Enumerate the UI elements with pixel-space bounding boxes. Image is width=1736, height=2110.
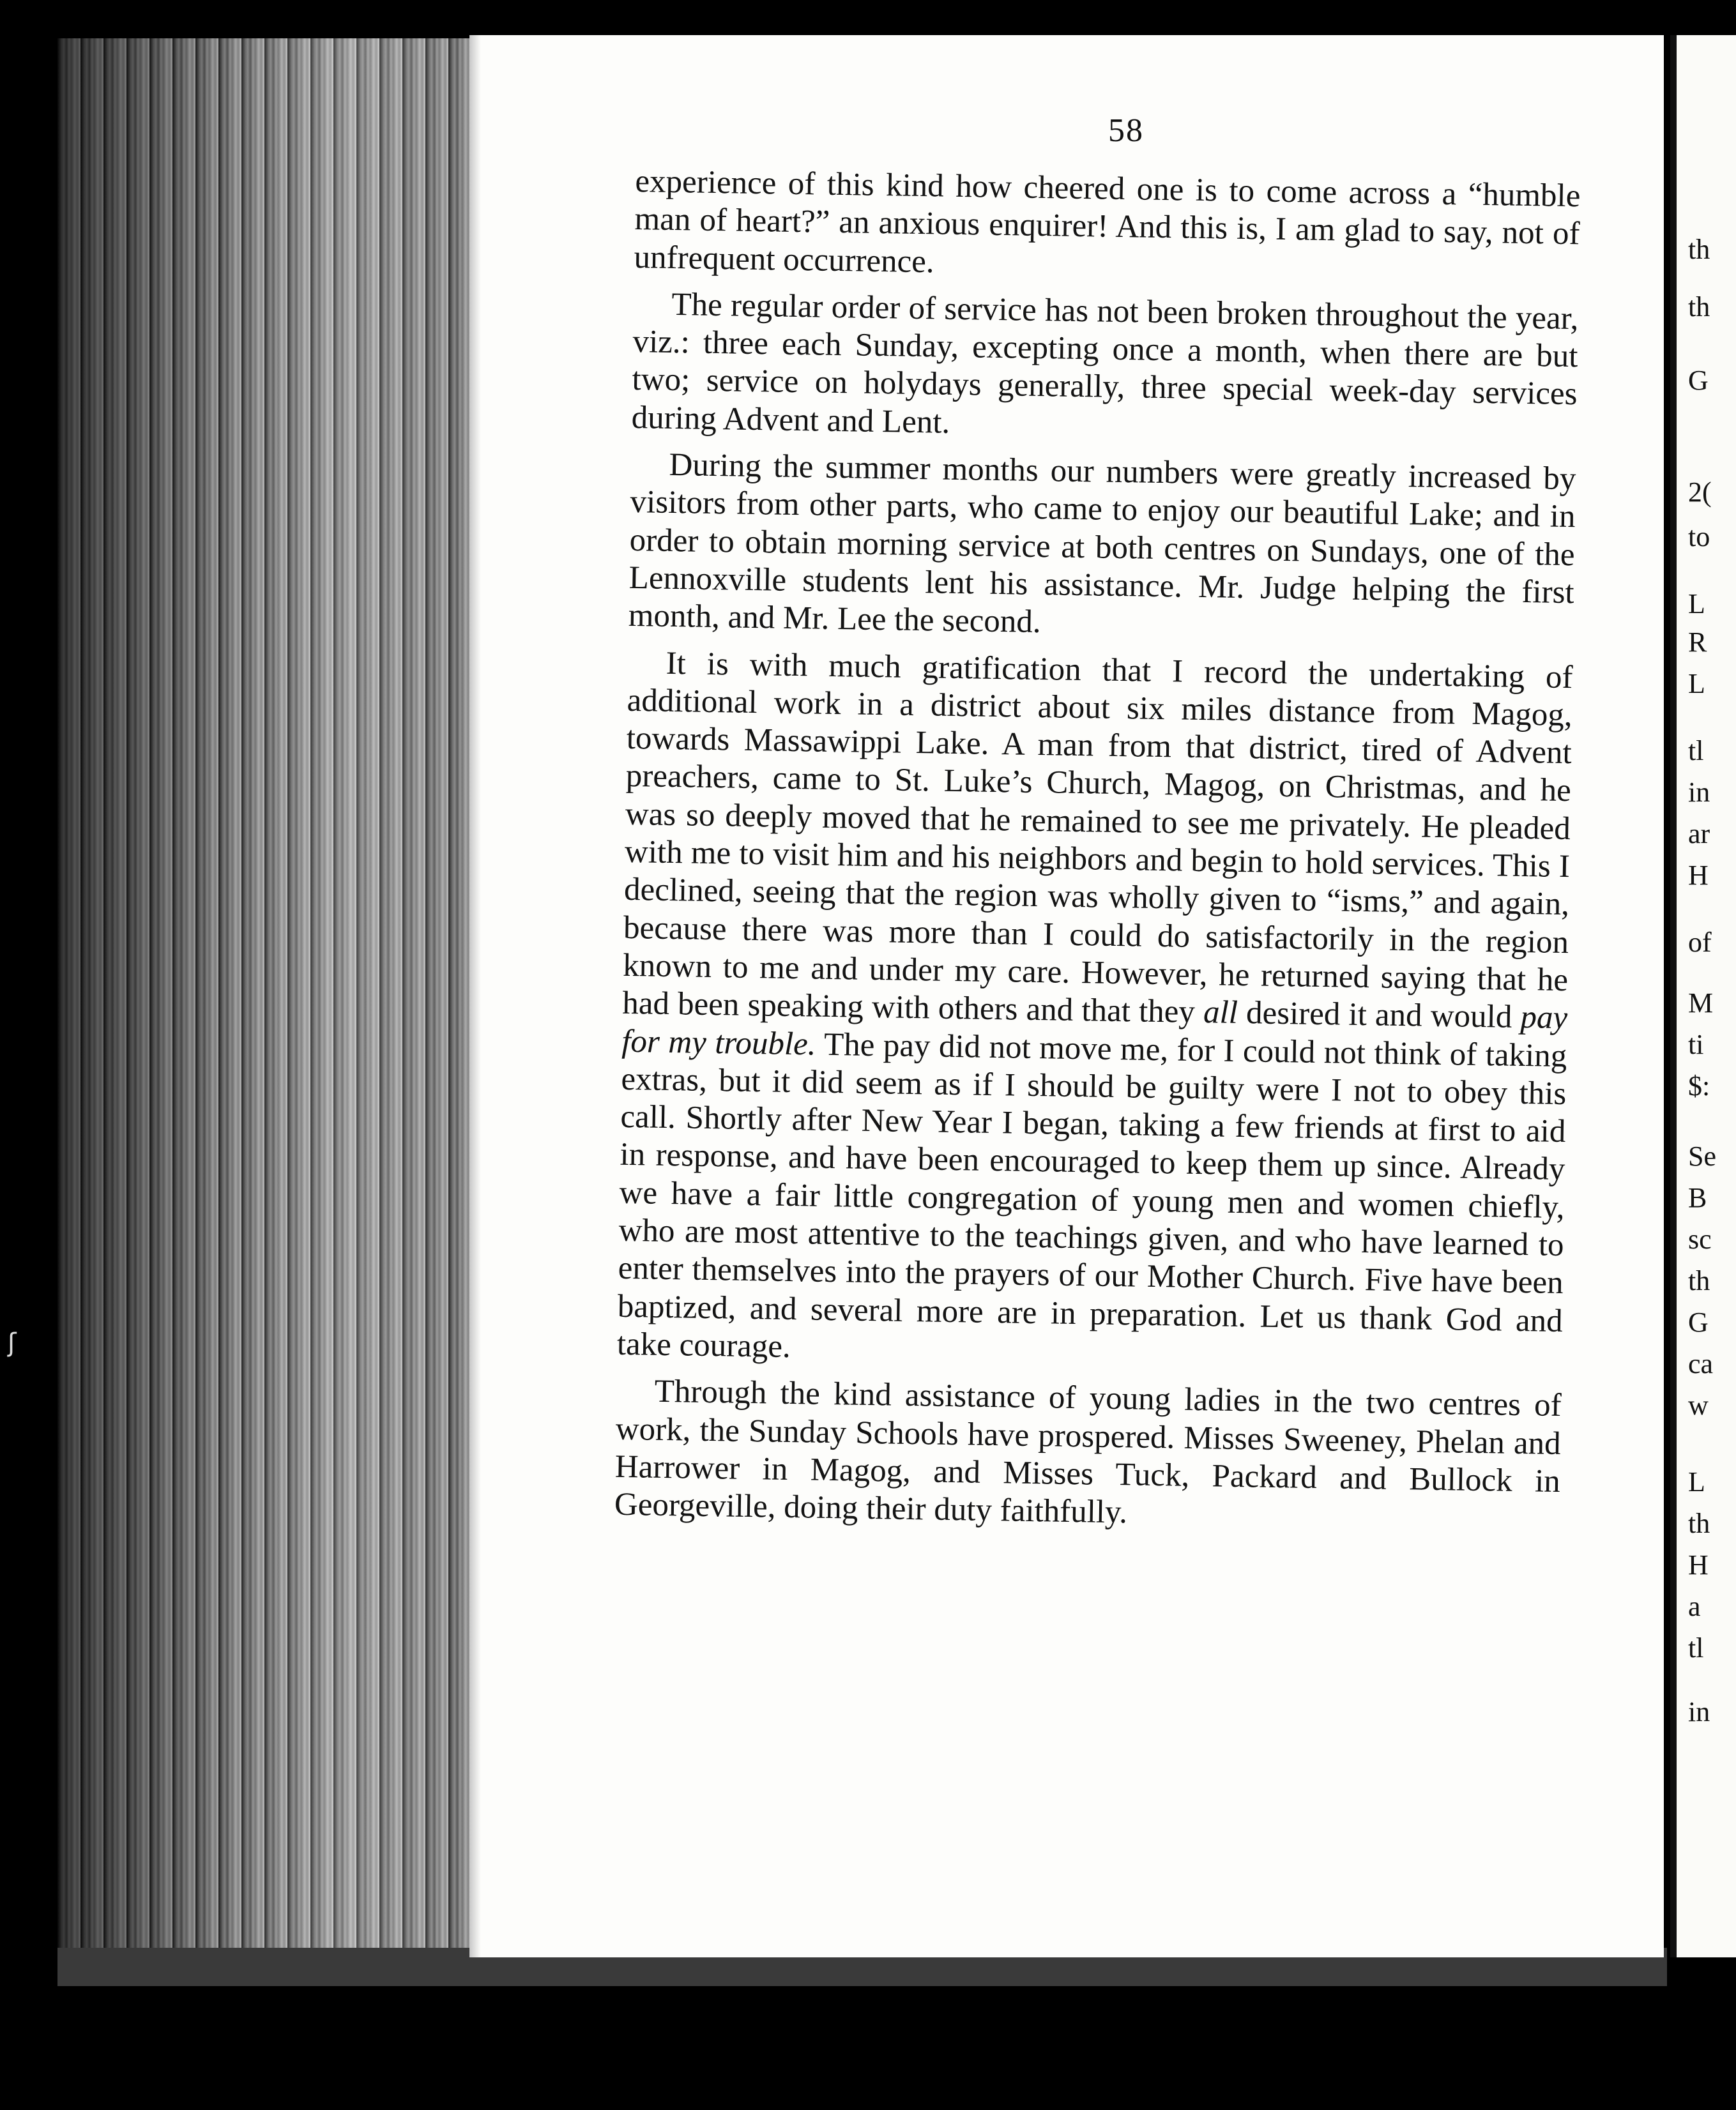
facing-page-fragment: 2(: [1688, 476, 1712, 508]
paragraph-4-text-a: It is with much gratification that I record the undertaking of additional work in a district about six miles distance from Magog, towards Massawippi Lake. A man from that district, tired of Advent preachers, came to St. Luke’s Church, Magog, on Christmas, and he was so deeply moved that he remained to see me privately. He pleaded with me to visit him and his neighbors and begin to hold services. This I declined, seeing that the region was wholly given to “isms,” and again, because there was more than I could do satisfactorily in the region known to me and under my care. However, he returned saying that he had been speaking with others and that they: [621, 645, 1573, 1031]
paragraph-4-text-b: desired it and would: [1237, 995, 1521, 1036]
facing-page-fragment: R: [1688, 626, 1707, 658]
facing-page-fragment: th: [1688, 291, 1710, 323]
facing-page-fragment: w: [1688, 1390, 1709, 1421]
facing-page-sliver: [1670, 35, 1736, 1957]
paragraph-4-emphasis-all: all: [1203, 994, 1238, 1031]
paragraph-4-emphasis-pay: pay for my trouble.: [621, 999, 1568, 1063]
facing-page-fragment: in: [1688, 777, 1710, 808]
book-page-edges: [57, 38, 473, 1980]
facing-page-fragment: $:: [1688, 1070, 1710, 1102]
facing-page-fragment: th: [1688, 234, 1710, 265]
facing-page-fragment: ar: [1688, 818, 1710, 849]
facing-page-fragment: of: [1688, 927, 1712, 958]
facing-page-fragment: L: [1688, 668, 1705, 699]
paragraph-3: During the summer months our numbers were greatly increased by visitors from other parts, who came to enjoy our beautiful Lake; and in order to obtain morning service at both centres on Sundays, one of the Lennoxville students lent his assistance. Mr. Judge helping the first month, and Mr. Lee the second.: [628, 446, 1576, 641]
paragraph-4: [616, 644, 1573, 1378]
facing-page-fragment: tl: [1688, 735, 1704, 766]
facing-page-fragment: L: [1688, 1466, 1705, 1498]
book-page: [469, 35, 1664, 1957]
facing-page-fragment: tl: [1688, 1632, 1704, 1664]
facing-page-fragment: Se: [1688, 1141, 1716, 1172]
scan-artifact: ʃ: [8, 1328, 17, 1358]
facing-page-fragment: in: [1688, 1696, 1710, 1727]
paragraph-5: Through the kind assistance of young ladies in the two centres of work, the Sunday Schools have prospered. Misses Sweeney, Phelan and Harrower in Magog, and Misses Tuck, Packard and Bullock in Georgeville, doing their duty faithfully.: [614, 1373, 1562, 1531]
facing-page-fragment: a: [1688, 1591, 1701, 1622]
facing-page-fragment: th: [1688, 1508, 1710, 1539]
facing-page-fragment: H: [1688, 1549, 1709, 1581]
page-number: 58: [1108, 112, 1144, 149]
facing-page-fragment: L: [1688, 588, 1705, 619]
facing-page-fragment: sc: [1688, 1224, 1712, 1255]
facing-page-fragment: G: [1688, 365, 1709, 396]
facing-page-fragment: G: [1688, 1307, 1709, 1338]
facing-page-fragment: H: [1688, 860, 1709, 891]
facing-page-fragment: ti: [1688, 1029, 1704, 1060]
facing-page-fragment: to: [1688, 521, 1710, 552]
paragraph-4-text-c: The pay did not move me, for I could not think of taking extras, but it did seem as if I should be guilty were I not to obey this call. Shortly after New Year I began, taking a few friends at first to aid in response, and have been encouraged to keep them up since. Already we have a fair little congregation of young men and women chiefly, who are most attentive to the teachings given, and who have learned to enter themselves into the prayers of our Mother Church. Five have been baptized, and several more are in preparation. Let us thank God and take courage.: [616, 1026, 1567, 1365]
facing-page-fragment: th: [1688, 1265, 1710, 1296]
facing-page-fragment: ca: [1688, 1348, 1714, 1379]
facing-page-fragment: M: [1688, 987, 1714, 1019]
paragraph-2: The regular order of service has not been broken throughout the year, viz.: three each Sunday, excepting once a month, when there are but two; service on holydays generally, three special week-day services during Advent and Lent.: [631, 286, 1579, 441]
page-body: [614, 163, 1581, 1547]
facing-page-fragment: B: [1688, 1182, 1707, 1213]
paragraph-1: experience of this kind how cheered one is to come across a “humble man of heart?” an anxious enquirer! And this is, I am glad to say, not of unfrequent occurrence.: [634, 163, 1581, 280]
